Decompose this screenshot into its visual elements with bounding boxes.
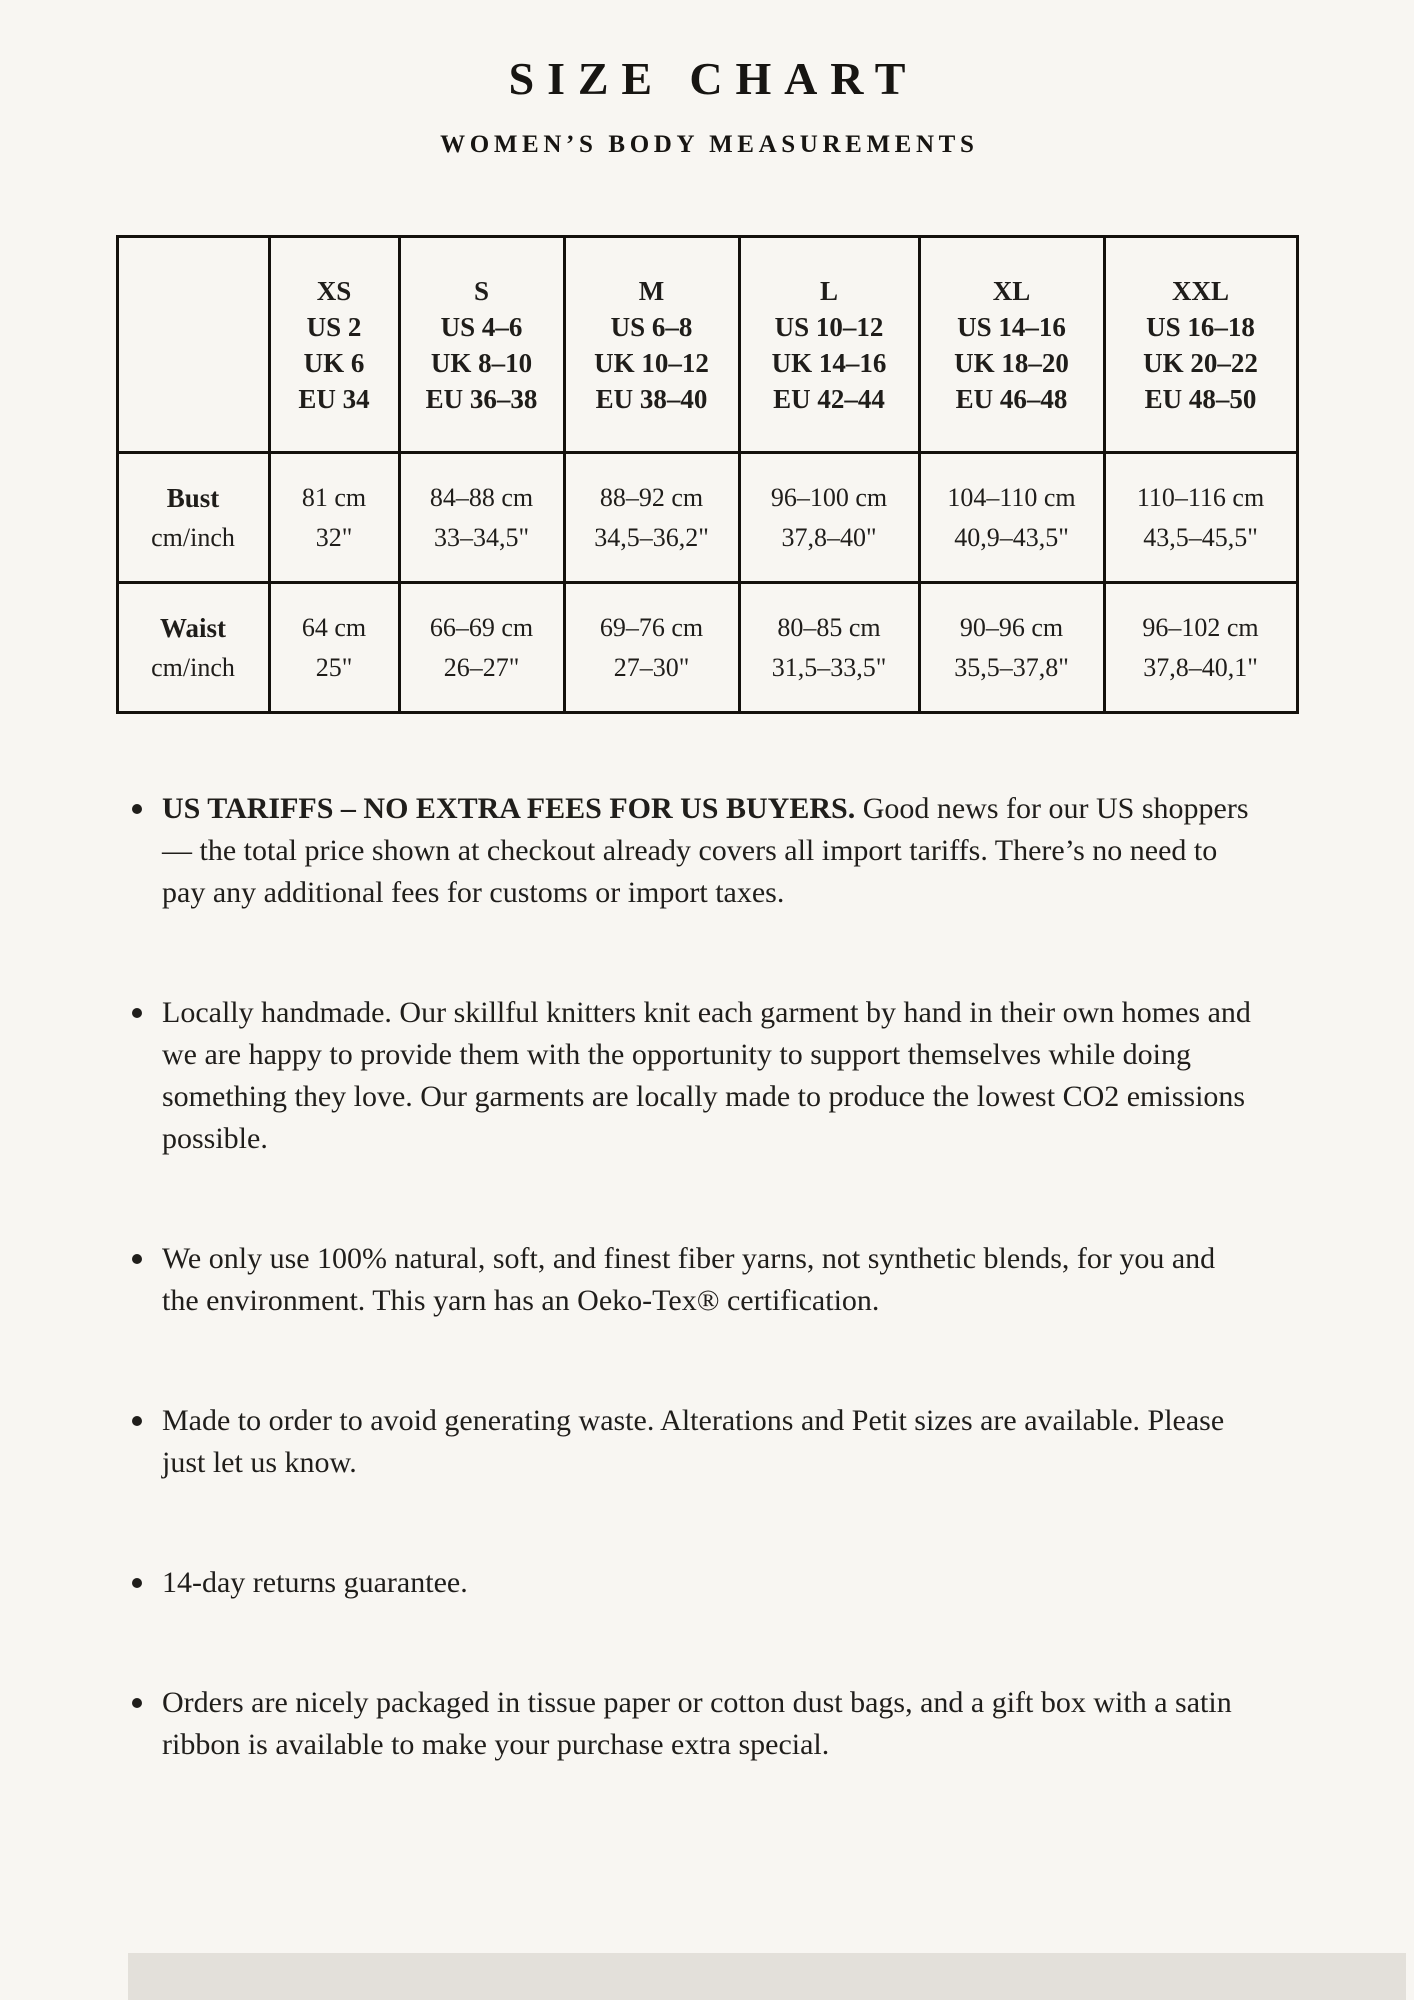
size-column-header-xl [919, 237, 1104, 453]
size-label: L [819, 275, 838, 306]
size-label: XL [992, 275, 1031, 306]
bullet-icon [132, 1698, 142, 1708]
page-subtitle: WOMEN’S BODY MEASUREMENTS [440, 131, 979, 158]
inch-value: 43,5–45,5" [1143, 522, 1258, 552]
inch-value: 32" [315, 522, 353, 552]
size-column-header-l [739, 237, 919, 453]
measurement-unit: cm/inch [151, 652, 235, 682]
eu-size: EU 34 [298, 383, 370, 414]
bullet-icon [132, 1416, 142, 1426]
size-chart-table [116, 235, 1299, 714]
us-size: US 10–12 [774, 311, 884, 342]
inch-value: 26–27" [443, 652, 520, 682]
list-item-text: 14-day returns guarantee. [162, 1566, 468, 1599]
bullet-icon [132, 1578, 142, 1588]
bust-cell-s [399, 453, 564, 583]
waist-row-label [117, 583, 269, 713]
page-title: SIZE CHART [508, 53, 919, 104]
us-size: US 4–6 [440, 311, 523, 342]
list-item-text: Made to order to avoid generating waste. Alterations and Petit sizes are available. Please just let us know. [162, 1404, 1225, 1479]
list-item-lead: US TARIFFS – NO EXTRA FEES FOR US BUYERS. [162, 792, 856, 825]
cm-value: 90–96 cm [959, 612, 1064, 642]
table-header-row [117, 237, 1297, 453]
cm-value: 84–88 cm [429, 482, 534, 512]
inch-value: 40,9–43,5" [954, 522, 1069, 552]
info-list [162, 788, 1252, 1766]
cm-value: 80–85 cm [777, 612, 881, 642]
inch-value: 33–34,5" [433, 522, 530, 552]
size-label: XS [316, 275, 352, 306]
us-size: US 16–18 [1146, 311, 1255, 342]
measurement-unit: cm/inch [151, 522, 235, 552]
inch-value: 27–30" [613, 652, 690, 682]
size-column-header-s [399, 237, 564, 453]
list-item-locally-handmade [162, 992, 1252, 1160]
bust-row-label [117, 453, 269, 583]
bullet-icon [132, 804, 142, 814]
cm-value: 96–100 cm [770, 482, 888, 512]
list-item-natural-yarns [162, 1238, 1252, 1322]
inch-value: 37,8–40" [781, 522, 877, 552]
uk-size: UK 20–22 [1143, 347, 1258, 378]
cm-value: 110–116 cm [1136, 482, 1265, 512]
cm-value: 81 cm [301, 482, 367, 512]
waist-cell-m [564, 583, 739, 713]
inch-value: 37,8–40,1" [1143, 652, 1258, 682]
eu-size: EU 42–44 [773, 383, 885, 414]
size-column-header-xs [269, 237, 399, 453]
size-label: S [473, 275, 490, 306]
bust-cell-xxl [1104, 453, 1297, 583]
waist-cell-xs [269, 583, 399, 713]
waist-row [117, 583, 1297, 713]
waist-cell-s [399, 583, 564, 713]
bust-row [117, 453, 1297, 583]
list-item-returns [162, 1562, 1252, 1604]
bust-cell-xl [919, 453, 1104, 583]
bust-cell-l [739, 453, 919, 583]
list-item-text: We only use 100% natural, soft, and finest fiber yarns, not synthetic blends, for you and the environment. This yarn has an Oeko-Tex® certification. [162, 1242, 1216, 1317]
list-item-text: Orders are nicely packaged in tissue paper or cotton dust bags, and a gift box with a satin ribbon is available to make your purchase extra special. [162, 1686, 1232, 1761]
cm-value: 88–92 cm [599, 482, 704, 512]
us-size: US 2 [306, 311, 362, 342]
bullet-icon [132, 1254, 142, 1264]
uk-size: UK 6 [303, 347, 365, 378]
eu-size: EU 48–50 [1144, 383, 1257, 414]
list-item-text: Locally handmade. Our skillful knitters knit each garment by hand in their own homes and we are happy to provide them with the opportunity to support themselves while doing something they love. Our garments are locally made to produce the lowest CO2 emissions possible. [162, 996, 1251, 1155]
uk-size: UK 10–12 [594, 347, 709, 378]
list-item-packaging [162, 1682, 1252, 1766]
waist-cell-xl [919, 583, 1104, 713]
inch-value: 35,5–37,8" [954, 652, 1069, 682]
cm-value: 104–110 cm [947, 482, 1076, 512]
cm-value: 96–102 cm [1142, 612, 1259, 642]
inch-value: 34,5–36,2" [594, 522, 709, 552]
cm-value: 69–76 cm [599, 612, 704, 642]
eu-size: EU 38–40 [595, 383, 708, 414]
table-corner-cell [117, 237, 269, 453]
waist-cell-l [739, 583, 919, 713]
us-size: US 14–16 [957, 311, 1066, 342]
bust-cell-xs [269, 453, 399, 583]
list-item-us-tariffs [162, 788, 1252, 914]
list-item-made-to-order [162, 1400, 1252, 1484]
bullet-icon [132, 1008, 142, 1018]
uk-size: UK 14–16 [771, 347, 887, 378]
bust-cell-m [564, 453, 739, 583]
waist-cell-xxl [1104, 583, 1297, 713]
size-label: M [638, 275, 665, 306]
cm-value: 64 cm [301, 612, 367, 642]
uk-size: UK 18–20 [954, 347, 1069, 378]
inch-value: 31,5–33,5" [771, 652, 887, 682]
measurement-label: Waist [159, 612, 226, 643]
next-section-strip [128, 1953, 1406, 2000]
size-label: XXL [1171, 275, 1229, 306]
size-column-header-xxl [1104, 237, 1297, 453]
cm-value: 66–69 cm [429, 612, 534, 642]
inch-value: 25" [315, 652, 353, 682]
list-item-text: Good news for our US shoppers — the total price shown at checkout already covers all import tariffs. There’s no need to pay any additional fees for customs or import taxes. [162, 792, 1249, 909]
eu-size: EU 36–38 [425, 383, 538, 414]
measurement-label: Bust [166, 482, 220, 513]
size-column-header-m [564, 237, 739, 453]
us-size: US 6–8 [610, 311, 693, 342]
eu-size: EU 46–48 [955, 383, 1068, 414]
uk-size: UK 8–10 [430, 347, 533, 378]
